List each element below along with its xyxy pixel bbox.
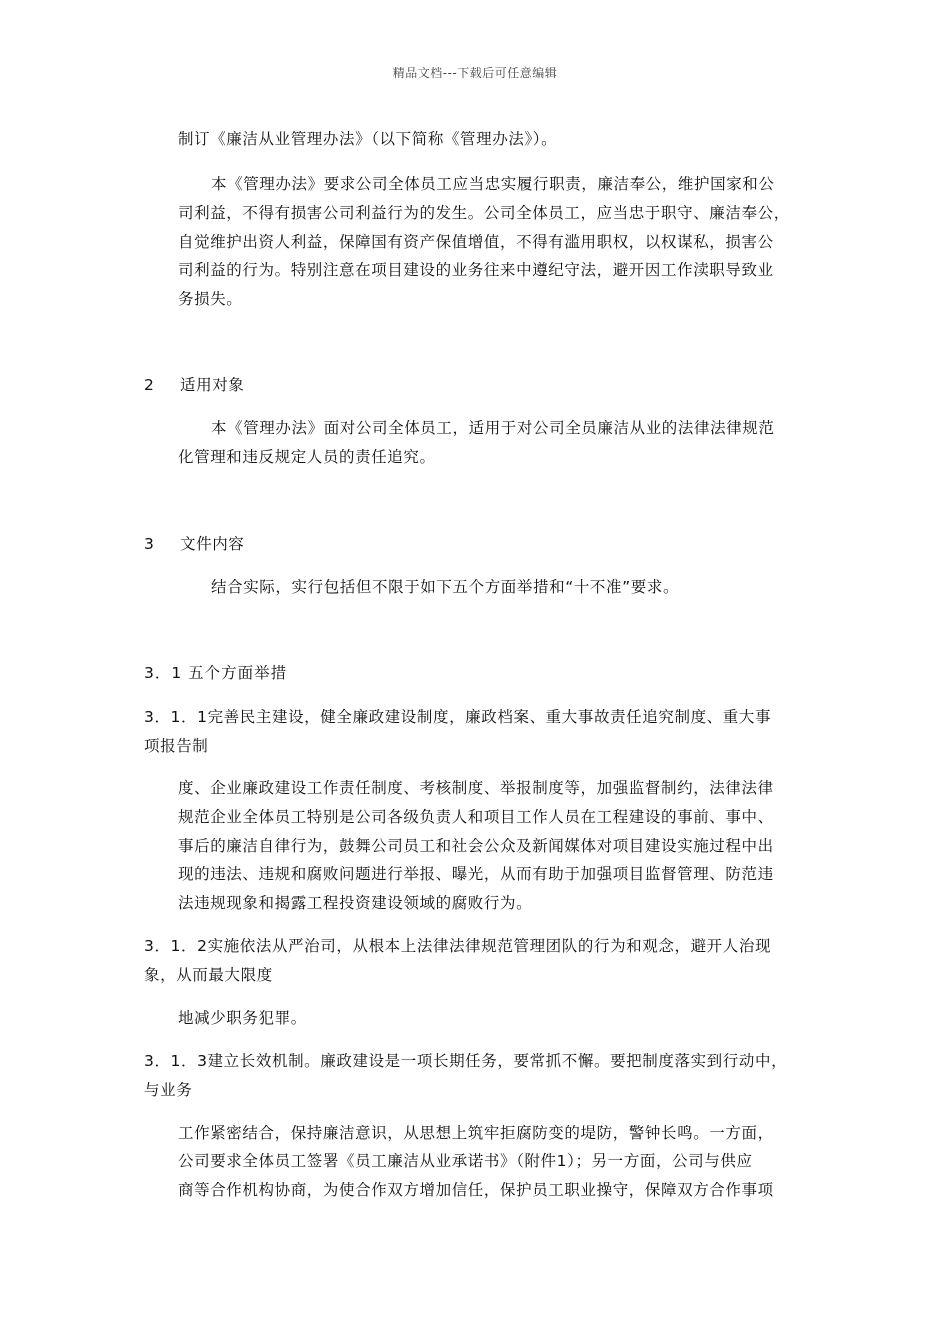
section-number: 2 — [144, 376, 155, 394]
paragraph-line: 商等合作机构协商，为使合作双方增加信任，保护员工职业操守，保障双方合作事项 — [178, 1181, 774, 1199]
subsection-heading: 3．1 五个方面举措 — [144, 664, 288, 682]
paragraph-line: 结合实际，实行包括但不限于如下五个方面举措和“十不准”要求。 — [211, 578, 680, 596]
paragraph-line: 地减少职务犯罪。 — [178, 1009, 307, 1027]
paragraph-line: 法违规现象和揭露工程投资建设领域的腐败行为。 — [178, 894, 533, 912]
paragraph-line: 公司要求全体员工签署《员工廉洁从业承诺书》（附件1）；另一方面，公司与供应 — [178, 1152, 753, 1170]
section-title: 适用对象 — [180, 376, 245, 394]
paragraph-line: 自觉维护出资人利益，保障国有资产保值增值，不得有滥用职权，以权谋私，损害公 — [178, 233, 774, 251]
item-heading: 3．1．3建立长效机制。廉政建设是一项长期任务，要常抓不懈。要把制度落实到行动中， — [144, 1052, 788, 1070]
paragraph-line: 本《管理办法》面对公司全体员工，适用于对公司全员廉洁从业的法律法律规范 — [211, 419, 775, 437]
paragraph-line: 务损失。 — [178, 290, 243, 308]
intro-line: 制订《廉洁从业管理办法》（以下简称《管理办法》）。 — [178, 130, 558, 148]
item-heading: 项报告制 — [144, 737, 209, 755]
paragraph-line: 事后的廉洁自律行为，鼓舞公司员工和社会公众及新闻媒体对项目建设实施过程中出 — [178, 837, 774, 855]
paragraph-line: 本《管理办法》要求公司全体员工应当忠实履行职责，廉洁奉公，维护国家和公 — [211, 175, 775, 193]
section-number: 3 — [144, 535, 155, 553]
paragraph-line: 司利益，不得有损害公司利益行为的发生。公司全体员工，应当忠于职守、廉洁奉公， — [178, 204, 790, 222]
page-header: 精品文档---下载后可任意编辑 — [392, 66, 558, 80]
paragraph-line: 化管理和违反规定人员的责任追究。 — [178, 448, 436, 466]
paragraph-line: 工作紧密结合，保持廉洁意识，从思想上筑牢拒腐防变的堤防，警钟长鸣。一方面， — [178, 1124, 774, 1142]
section-title: 文件内容 — [180, 535, 245, 553]
paragraph-line: 度、企业廉政建设工作责任制度、考核制度、举报制度等，加强监督制约，法律法律 — [178, 779, 774, 797]
paragraph-line: 现的违法、违规和腐败问题进行举报、曝光，从而有助于加强项目监督管理、防范违 — [178, 865, 774, 883]
section-heading — [144, 532, 244, 554]
item-heading: 3．1．1完善民主建设，健全廉政建设制度，廉政档案、重大事故责任追究制度、重大事 — [144, 708, 772, 726]
paragraph-line: 规范企业全体员工特别是公司各级负责人和项目工作人员在工程建设的事前、事中、 — [178, 808, 774, 826]
item-heading: 3．1．2实施依法从严治司，从根本上法律法律规范管理团队的行为和观念，避开人治现 — [144, 937, 772, 955]
item-heading: 象，从而最大限度 — [144, 966, 273, 984]
section-heading — [144, 373, 244, 395]
item-heading: 与业务 — [144, 1081, 193, 1099]
paragraph-line: 司利益的行为。特别注意在项目建设的业务往来中遵纪守法，避开因工作渎职导致业 — [178, 261, 774, 279]
